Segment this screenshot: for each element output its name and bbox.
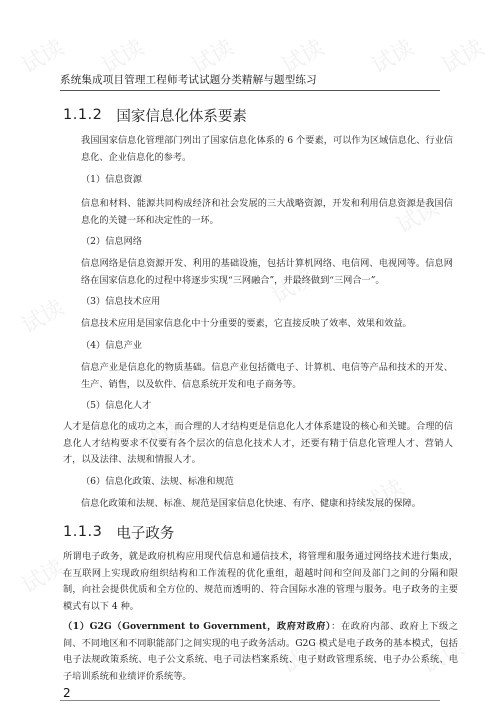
watermark: 试读 xyxy=(437,35,489,80)
paragraph: 信息网络是信息资源开发、利用的基础设施，包括计算机网络、电信网、电视网等。信息网络在国家信息化的过程中将逐步实现“三网融合”，并最终做到“三网合一”。 xyxy=(81,258,453,286)
section-heading xyxy=(63,520,174,544)
paragraph: 信息技术应用是国家信息化中十分重要的要素，它直接反映了效率、效果和效益。 xyxy=(81,318,412,329)
running-header: 系统集成项目管理工程师考试试题分类精解与题型练习 xyxy=(60,74,317,86)
paragraph: 所谓电子政务，就是政府机构应用现代信息和通信技术，将管理和服务通过网络技术进行集成，在互联网上实现政府组织结构和工作流程的优化重组，超越时间和空间及部门之间的分隔和限制，向社会提供优质和全方位的、规范而透明的、符合国际水准的管理与服务。电子政务的主要模式有以下 4 种。 xyxy=(63,551,458,612)
watermark: 试读 xyxy=(137,415,189,460)
list-item-label: （2）信息网络 xyxy=(81,236,142,247)
watermark: 试读 xyxy=(267,265,319,310)
list-item-label: （5）信息化人才 xyxy=(81,400,152,411)
section-heading xyxy=(63,103,247,127)
watermark: 试读 xyxy=(277,635,329,680)
watermark: 试读 xyxy=(357,475,409,520)
watermark: 试读 xyxy=(392,195,444,240)
list-item-label: （4）信息产业 xyxy=(81,340,142,351)
watermark: 试读 xyxy=(97,35,149,80)
section-title: 国家信息化体系要素 xyxy=(116,108,247,125)
section-title: 电子政务 xyxy=(116,525,175,542)
section-number: 1.1.2 xyxy=(63,107,103,123)
header-rule xyxy=(60,90,440,91)
watermark: 试读 xyxy=(367,35,419,80)
watermark: 试读 xyxy=(417,635,469,680)
watermark: 试读 xyxy=(277,35,329,80)
watermark: 试读 xyxy=(17,555,69,600)
watermark: 试读 xyxy=(187,35,239,80)
watermark: 试读 xyxy=(17,295,69,340)
paragraph: 我国国家信息化管理部门列出了国家信息化体系的 6 个要素，可以作为区域信息化、行业信息化、企业信息化的参考。 xyxy=(81,135,453,163)
list-item-label: （3）信息技术应用 xyxy=(81,296,161,307)
paragraph: 人才是信息化的成功之本，而合理的人才结构更是信息化人才体系建设的核心和关键。合理的信息化人才结构要求不仅要有各个层次的信息化技术人才，还要有精于信息化管理人才、营销人才，以及法律、法规和情报人才。 xyxy=(63,421,453,465)
list-item-label: （6）信息化政策、法规、标准和规范 xyxy=(81,476,234,487)
list-item-label: （1）信息资源 xyxy=(81,174,142,185)
paragraph xyxy=(63,619,458,685)
section-number: 1.1.3 xyxy=(63,524,103,540)
footer-rule xyxy=(60,700,440,701)
paragraph: 信息和材料、能源共同构成经济和社会发展的三大战略资源，开发和利用信息资源是我国信息化的关键一环和决定性的一环。 xyxy=(81,198,453,226)
watermark: 试读 xyxy=(17,35,69,80)
g2g-heading: （1）G2G（Government to Government，政府对政府） xyxy=(63,621,332,632)
g2g-description: ：在政府内部、政府上下级之间、不同地区和不同职能部门之间实现的电子政务活动。G2G 模式是电子政务的基本模式，包括电子法规政策系统、电子公文系统、电子司法档案系统、电子财政管理系统、电子办公系统、电子培训系统和业绩评价系统等。 xyxy=(63,621,459,682)
paragraph: 信息产业是信息化的物质基础。信息产业包括微电子、计算机、电信等产品和技术的开发、生产、销售，以及软件、信息系统开发和电子商务等。 xyxy=(81,362,453,390)
page-number: 2 xyxy=(63,686,71,700)
paragraph: 信息化政策和法规、标准、规范是国家信息化快速、有序、健康和持续发展的保障。 xyxy=(81,498,421,509)
